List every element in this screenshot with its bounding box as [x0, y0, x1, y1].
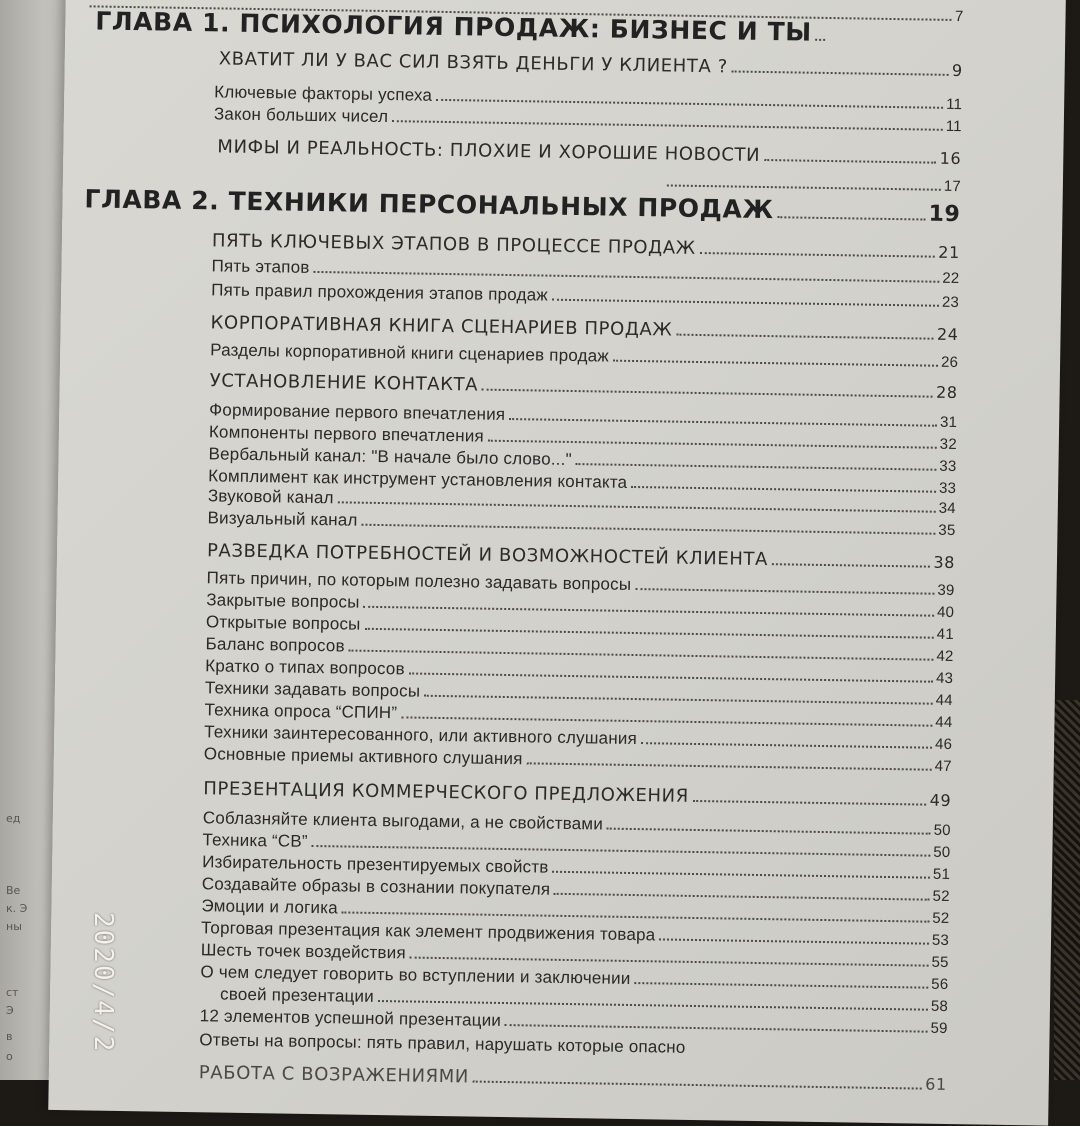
- photo-date-stamp: 2020/4/2: [88, 912, 118, 1054]
- page-number: 49: [929, 790, 952, 811]
- leader-dots: [527, 762, 932, 770]
- toc-entry-title: ПРЕЗЕНТАЦИЯ КОММЕРЧЕСКОГО ПРЕДЛОЖЕНИЯ: [203, 778, 689, 807]
- page-number: 34: [938, 499, 956, 518]
- leader-dots: [659, 938, 929, 944]
- margin-fragment: ст: [6, 986, 19, 999]
- page-number: 33: [939, 457, 957, 476]
- toc-entry-section: [210, 370, 958, 403]
- leader-dots: [410, 957, 929, 967]
- leader-dots: [607, 828, 931, 835]
- toc-entry-title: Соблазняйте клиента выгодами, а не свойствами: [202, 808, 604, 834]
- leader-dots: [554, 893, 929, 901]
- page-number: 21: [938, 242, 960, 263]
- leader-dots: [378, 1000, 928, 1011]
- leader-dots: [667, 184, 941, 190]
- leader-dots: [409, 672, 933, 682]
- leader-dots: [764, 159, 937, 164]
- leader-dots: [778, 216, 926, 220]
- page-number: 11: [946, 95, 963, 114]
- toc-entry-title: РАБОТА С ВОЗРАЖЕНИЯМИ: [198, 1062, 470, 1088]
- page-number: 35: [938, 521, 956, 540]
- toc-entry-title: Компоненты первого впечатления: [208, 422, 485, 446]
- page-number: 7: [954, 7, 964, 26]
- leader-dots: [509, 418, 937, 427]
- page-number: 23: [941, 293, 960, 312]
- page-number: 46: [934, 735, 953, 754]
- page-number: 58: [930, 997, 949, 1015]
- page-number: 42: [936, 647, 954, 666]
- toc-entry-section: [217, 136, 961, 169]
- toc-entry-title: Пять правил прохождения этапов продаж: [211, 280, 549, 305]
- toc-entry-title: Разделы корпоративной книги сценариев продаж: [210, 340, 610, 366]
- leader-dots: [635, 588, 934, 595]
- page-number: 31: [939, 413, 958, 432]
- toc-entry-title: Ключевые факторы успеха: [214, 82, 433, 105]
- leader-dots: [631, 486, 936, 493]
- background-fabric: [1054, 700, 1080, 1080]
- leader-dots: [576, 463, 937, 471]
- page-number: 44: [935, 691, 953, 710]
- toc-entry-title: Кратко о типах вопросов: [205, 656, 405, 679]
- page-number: 9: [951, 60, 963, 81]
- page-number: 17: [943, 177, 961, 196]
- toc-entry-title: Звуковой канал: [207, 486, 334, 508]
- toc-entry-title: Комплимент как инструмент установления контакта: [208, 466, 628, 492]
- toc-entry-title: Баланс вопросов: [205, 634, 345, 656]
- toc-entry-title: Ответы на вопросы: пять правил, нарушать которые опасно: [199, 1030, 686, 1057]
- page-number: 28: [935, 382, 958, 403]
- toc-entry-title: Пять этапов: [211, 256, 310, 277]
- toc-entry-title: КОРПОРАТИВНАЯ КНИГА СЦЕНАРИЕВ ПРОДАЖ: [210, 312, 673, 341]
- toc-entry-title: РАЗВЕДКА ПОТРЕБНОСТЕЙ И ВОЗМОЖНОСТЕЙ КЛИЕНТА: [206, 540, 769, 571]
- toc-entry-item: [210, 340, 958, 372]
- page-number: 51: [932, 865, 951, 883]
- leader-dots: [676, 334, 934, 340]
- page-number: 44: [935, 713, 953, 732]
- toc-entry-title: Пять причин, по которым полезно задавать вопросы: [206, 568, 632, 594]
- toc-entry-section: [210, 312, 958, 345]
- page-number: 22: [942, 269, 960, 288]
- page-number: 32: [939, 435, 957, 454]
- toc-entry-title: ХВАТИТ ЛИ У ВАС СИЛ ВЗЯТЬ ДЕНЬГИ У КЛИЕНТА ?: [218, 48, 729, 78]
- toc-entry-title: ГЛАВА 2. ТЕХНИКИ ПЕРСОНАЛЬНЫХ ПРОДАЖ: [84, 184, 774, 225]
- margin-fragment: Э: [6, 1004, 14, 1017]
- leader-dots: [364, 628, 933, 639]
- leader-dots: [772, 563, 930, 567]
- page-number: 50: [933, 821, 951, 840]
- toc-entry-title: Формирование первого впечатления: [209, 400, 506, 424]
- toc-entry-title: Избирательность презентируемых свойств: [202, 852, 549, 877]
- toc-entry-title: О чем следует говорить во вступлении и заключении: [200, 962, 631, 988]
- leader-dots: [392, 120, 943, 131]
- toc-entry-title: Визуальный канал: [207, 508, 358, 530]
- page-number: 43: [935, 669, 954, 688]
- toc-entry-section: [207, 540, 955, 573]
- toc-entry-title: Торговая презентация как элемент продвижения товара: [200, 918, 656, 945]
- page-number: 24: [936, 324, 959, 345]
- toc-entry-title: Основные приемы активного слушания: [203, 744, 523, 769]
- margin-fragment: к. Э: [6, 902, 28, 915]
- toc-entry-title: Создавайте образы в сознании покупателя: [201, 874, 551, 899]
- toc-entry-title: Техника “СВ”: [202, 830, 308, 851]
- toc-entry-title: Шесть точек воздействия: [200, 940, 406, 963]
- book-page: [48, 0, 1066, 1126]
- toc-entry-title: 12 элементов успешной презентации: [199, 1006, 502, 1030]
- toc-entry-title: Закрытые вопросы: [206, 590, 360, 612]
- leader-dots: [364, 606, 935, 617]
- toc-entry-title: УСТАНОВЛЕНИЕ КОНТАКТА: [209, 370, 479, 396]
- leader-dots: [552, 299, 939, 307]
- leader-dots: [693, 800, 927, 806]
- page-number: 53: [931, 931, 950, 949]
- leader-dots: [505, 1024, 927, 1033]
- toc-entry-title: Техника опроса “СПИН”: [204, 700, 398, 723]
- toc-entry-title: Техники задавать вопросы: [204, 678, 421, 701]
- leader-dots: [700, 252, 936, 258]
- leader-dots: [424, 695, 932, 705]
- page-number: 61: [925, 1074, 947, 1094]
- leader-dots: [362, 524, 936, 535]
- page-number: 56: [931, 975, 949, 993]
- margin-fragment: Ве: [6, 884, 21, 897]
- leader-dots: [634, 982, 928, 989]
- page-number: 50: [933, 843, 951, 861]
- page-number: 59: [930, 1019, 948, 1037]
- page-number: 33: [938, 479, 957, 498]
- toc-entry-title: ГЛАВА 1. ПСИХОЛОГИЯ ПРОДАЖ: БИЗНЕС И ТЫ: [95, 6, 812, 47]
- page-number: 39: [937, 581, 955, 600]
- toc-entry-section: [203, 778, 951, 811]
- page-number: 55: [931, 953, 949, 971]
- page-number: 41: [936, 625, 954, 644]
- leader-dots: [641, 742, 932, 749]
- leader-dots: [436, 99, 943, 109]
- page-number: 38: [933, 552, 956, 573]
- leader-dots: [482, 389, 933, 398]
- toc-entry-title: Закон больших чисел: [213, 104, 389, 127]
- margin-fragment: в: [6, 1030, 13, 1043]
- toc-entry-section: [219, 48, 963, 81]
- toc-entry-title: Техники заинтересованного, или активного слушания: [204, 722, 638, 749]
- toc-entry-title: своей презентации: [219, 984, 375, 1006]
- margin-fragment: ны: [6, 920, 22, 933]
- toc-entry-title: Эмоции и логика: [201, 896, 338, 918]
- toc-entry-title: Открытые вопросы: [205, 612, 361, 634]
- toc-entry-title: Вербальный канал: "В начале было слово...": [208, 444, 572, 470]
- page-number: 52: [932, 909, 950, 927]
- page-number: 47: [934, 757, 952, 776]
- leader-dots: [613, 360, 938, 367]
- toc-entry-section: [199, 1062, 947, 1095]
- margin-fragment: ед: [6, 812, 21, 825]
- page-number: 11: [945, 117, 962, 136]
- table-of-contents: [48, 0, 1066, 1126]
- leader-dots: [401, 716, 932, 726]
- leader-dots: [473, 1081, 922, 1090]
- page-number: 26: [940, 353, 959, 372]
- margin-fragment: о: [6, 1050, 13, 1063]
- page-number: 40: [936, 603, 955, 622]
- page-number: 52: [932, 887, 950, 905]
- toc-entry-item: [663, 173, 961, 195]
- leader-dots: [816, 39, 826, 41]
- page-number: 16: [939, 148, 962, 169]
- leader-dots: [488, 440, 937, 449]
- leader-dots: [732, 70, 949, 75]
- leader-dots: [313, 271, 939, 283]
- leader-dots: [552, 871, 929, 879]
- toc-entry-title: ПЯТЬ КЛЮЧЕВЫХ ЭТАПОВ В ПРОЦЕССЕ ПРОДАЖ: [211, 230, 696, 259]
- toc-entry-title: МИФЫ И РЕАЛЬНОСТЬ: ПЛОХИЕ И ХОРОШИЕ НОВОСТИ: [217, 136, 761, 166]
- page-number: 19: [928, 201, 961, 228]
